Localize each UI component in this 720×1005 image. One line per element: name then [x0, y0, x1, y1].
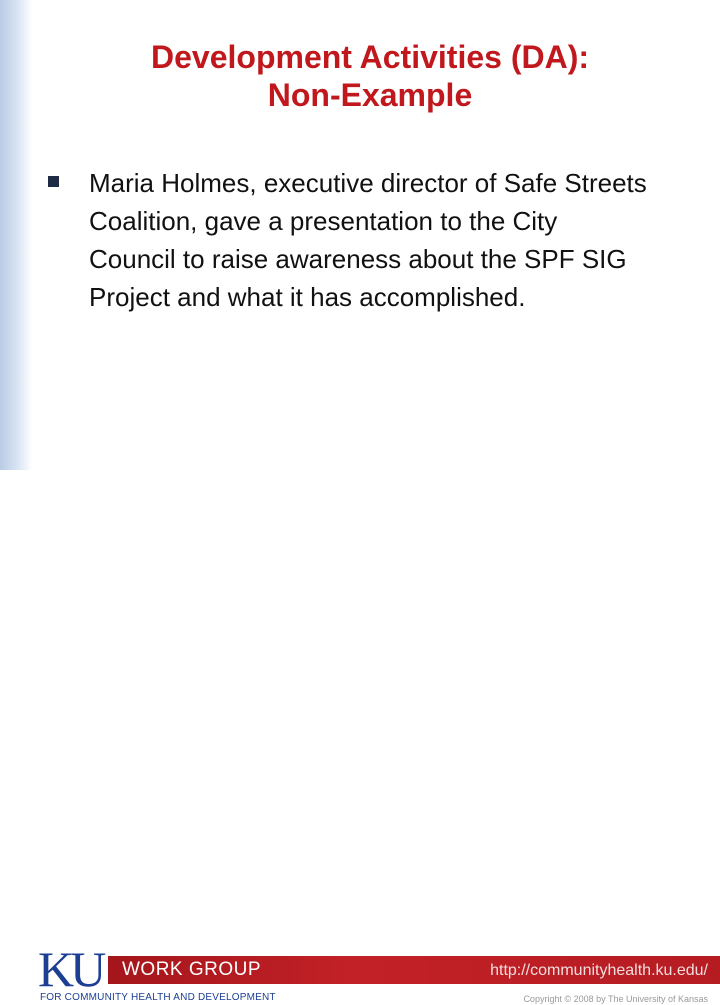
title-line-1: Development Activities (DA): — [151, 39, 589, 75]
footer-subtitle: FOR COMMUNITY HEALTH AND DEVELOPMENT — [40, 992, 276, 1003]
bullet-square-icon — [48, 176, 59, 187]
left-decorative-bar — [0, 0, 32, 470]
bullet-text: Maria Holmes, executive director of Safe Streets Coalition, gave a presentation to the City Council to raise awareness about the SPF SIG Project and what it has accomplished. — [89, 168, 647, 312]
slide-title — [60, 38, 680, 114]
title-line-2: Non-Example — [267, 77, 473, 113]
footer-url-link[interactable]: http://communityhealth.ku.edu/ — [490, 962, 708, 979]
copyright-notice: Copyright © 2008 by The University of Kansas — [523, 994, 708, 1004]
footer — [0, 470, 720, 1004]
ku-logo: KU — [38, 941, 103, 997]
work-group-label: WORK GROUP — [122, 959, 262, 980]
